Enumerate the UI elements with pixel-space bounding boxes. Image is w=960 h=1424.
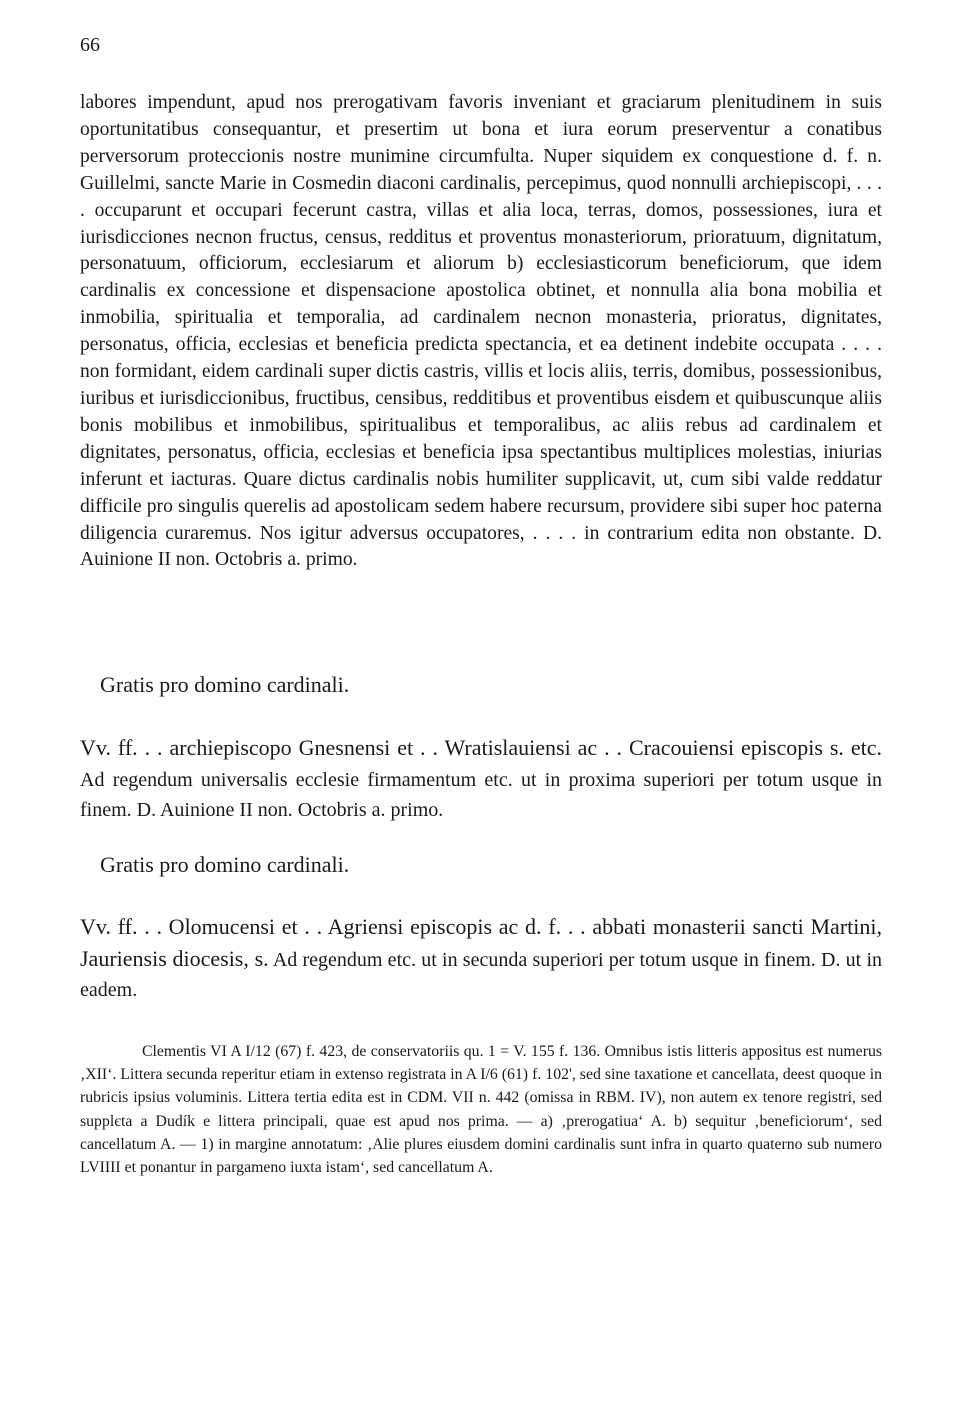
- page-number: 66: [80, 34, 100, 56]
- entry-1-text: Ad regendum universalis ecclesie firmamentum etc. ut in proxima superiori per totum usque in finem. D. Auinione II non. Octobris a. primo.: [80, 768, 882, 821]
- main-text: labores impendunt, apud nos prerogativam favoris inveniant et graciarum plenitudinem in suis oportunitatibus consequantur, et presertim ut bona et iura eorum preserventur a conatibus perversorum proteccionis nostre munimine circumfulta. Nuper siquidem ex conquestione d. f. n. Guillelmi, sancte Marie in Cosmedin diaconi cardinalis, percepimus, quod nonnulli archiepiscopi, . . . . occuparunt et occupari fecerunt castra, villas et alia loca, terras, domos, possessiones, iura et iurisdicciones necnon fructus, census, redditus et proventus monasteriorum, prioratuum, dignitatum, personatuum, officiorum, ecclesiarum et aliorum b) ecclesiasticorum beneficiorum, que idem cardinalis ex concessione et dispensacione apostolica obtinet, et nonnulla alia bona mobilia et inmobilia, spiritualia et temporalia, ad cardinalem necnon monasteria, prioratus, dignitates, personatus, officia, ecclesias et beneficia predicta spectancia, et ea detinent indebite occupata . . . . non formidant, eidem cardinali super dictis castris, villis et locis aliis, terris, domibus, possessionibus, iuribus et iurisdiccionibus, fructibus, censibus, redditibus et proventibus eisdem et quibuscunque aliis bonis mobilibus et inmobilibus, spiritualibus et temporalibus, ac aliis rebus ad cardinalem et dignitates, personatus, officia, ecclesias et beneficia ipsa spectantibus multiplices molestias, iniurias inferunt et iacturas. Quare dictus cardinalis nobis humiliter supplicavit, ut, cum sibi valde reddatur difficile pro singulis querelis ad apostolicam sedem habere recursum, providere sibi super hoc paterna diligencia curaremus. Nos igitur adversus occupatores, . . . . in contrarium edita non obstante. D. Auinione II non. Octobris a. primo.: [80, 92, 882, 571]
- entry-2-address: Vv. ff. . . Olomucensi et . . Agriensi episcopis ac d. f. . . abbati monasterii sancti Martini, Jauriensis diocesis, s.: [80, 914, 882, 971]
- letter-entry-2: [80, 912, 882, 1006]
- entry-1-address: Vv. ff. . . archiepiscopo Gnesnensi et . . Wratislauiensi ac . . Cracouiensi episcopis s. etc.: [80, 735, 882, 760]
- footnotes: Clementis VI A I/12 (67) f. 423, de conservatoriis qu. 1 = V. 155 f. 136. Omnibus istis litteris appositus est numerus ‚XII‘. Littera secunda reperitur etiam in extenso registrata in A I/6 (61) f. 102', sed sine taxatione et cancellata, deest quoque in rubricis ipsius voluminis. Littera tertia edita est in CDM. VII n. 442 (omissa in RBM. IV), non autem ex tenore registri, sed supplєta a Dudík e littera principali, quae est apud nos prima. — a) ‚prerogatiua‘ A. b) sequitur ‚beneficiorum‘, sed cancellatum A. — 1) in margine annotatum: ‚Alie plures eiusdem domini cardinalis sunt infra in quarto quaterno sub numero LVIIII et ponantur in pargameno iuxta istam‘, sed cancellatum A.: [80, 1043, 882, 1177]
- heading-gratis-2: Gratis pro domino cardinali.: [100, 852, 350, 877]
- heading-gratis-1: Gratis pro domino cardinali.: [100, 672, 350, 697]
- entry-2-text: Ad regendum etc. ut in secunda superiori per totum usque in finem. D. ut in eadem.: [80, 948, 883, 1001]
- letter-entry-1: [80, 733, 882, 826]
